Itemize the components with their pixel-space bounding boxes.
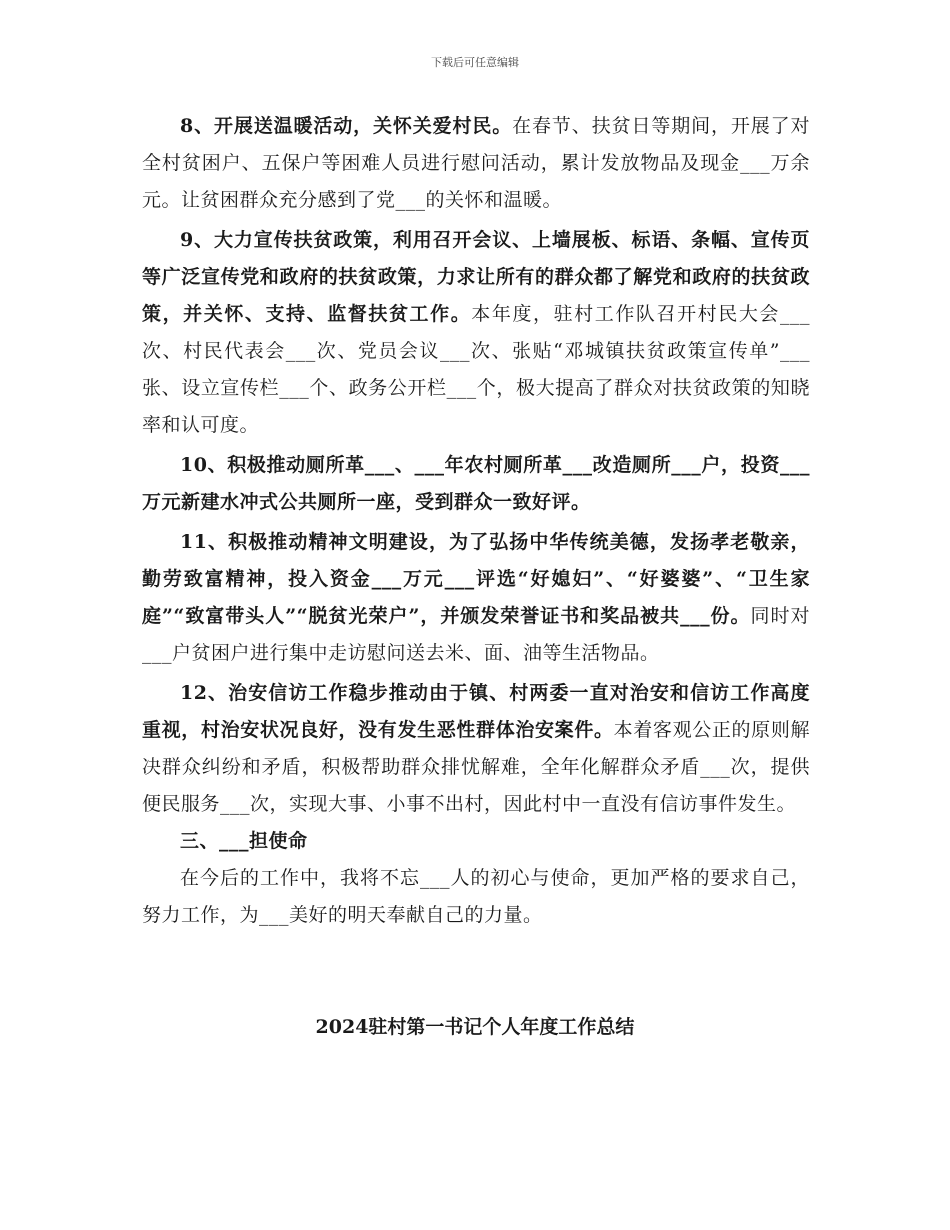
- section-heading: 三、___担使命: [180, 830, 308, 852]
- paragraph-heading: 12、治安信访工作稳步推动由于镇、村两委一直对治安和信访工作高度重视，村治安状况良好，没有发生恶性群体治安案件。: [142, 682, 810, 741]
- paragraph-12: [142, 675, 810, 823]
- section-heading-3: [142, 823, 810, 860]
- paragraph-10: [142, 447, 810, 521]
- paragraph-heading: 11、积极推动精神文明建设，为了弘扬中华传统美德，发扬孝老敬亲，勤劳致富精神，投入资金___万元___评选“好媳妇”、“好婆婆”、“卫生家庭”“致富带头人”“脱贫光荣户”，并颁发荣誉证书和奖品被共___份。: [142, 531, 810, 627]
- paragraph-heading: 9、大力宣传扶贫政策，利用召开会议、上墙展板、标语、条幅、宣传页等广泛宣传党和政府的扶贫政策，力求让所有的群众都了解党和政府的扶贫政策，并关怀、支持、监督扶贫工作。: [142, 229, 810, 325]
- paragraph-heading: 8、开展送温暖活动，关怀关爱村民。: [180, 115, 513, 137]
- paragraph-heading: 10、积极推动厕所革___、___年农村厕所革___改造厕所___户，投资___万元新建水冲式公共厕所一座，受到群众一致好评。: [142, 454, 810, 513]
- paragraph-text: 在今后的工作中，我将不忘___人的初心与使命，更加严格的要求自己，努力工作，为___美好的明天奉献自己的力量。: [142, 867, 810, 926]
- paragraph-text: 在春节、扶贫日等期间，开展了对全村贫困户、五保户等困难人员进行慰问活动，累计发放物品及现金___万余元。让贫困群众充分感到了党___的关怀和温暖。: [142, 115, 810, 211]
- document-title: 2024驻村第一书记个人年度工作总结: [315, 1016, 635, 1038]
- paragraph-8: [142, 108, 810, 219]
- paragraph-11: [142, 524, 810, 672]
- paragraph-closing: [142, 860, 810, 934]
- paragraph-text: 本年度，驻村工作队召开村民大会___次、村民代表会___次、党员会议___次、张贴“邓城镇扶贫政策宣传单”___张、设立宣传栏___个、政务公开栏___个，极大提高了群众对扶贫政策的知晓率和认可度。: [142, 303, 810, 436]
- paragraph-9: [142, 222, 810, 444]
- document-body: [142, 108, 810, 934]
- page-header: 下载后可任意编辑: [431, 56, 519, 69]
- paragraph-text: 同时对___户贫困户进行集中走访慰问送去米、面、油等生活物品。: [142, 605, 810, 664]
- paragraph-text: 本着客观公正的原则解决群众纠纷和矛盾，积极帮助群众排忧解难，全年化解群众矛盾___次，提供便民服务___次，实现大事、小事不出村，因此村中一直没有信访事件发生。: [142, 719, 810, 815]
